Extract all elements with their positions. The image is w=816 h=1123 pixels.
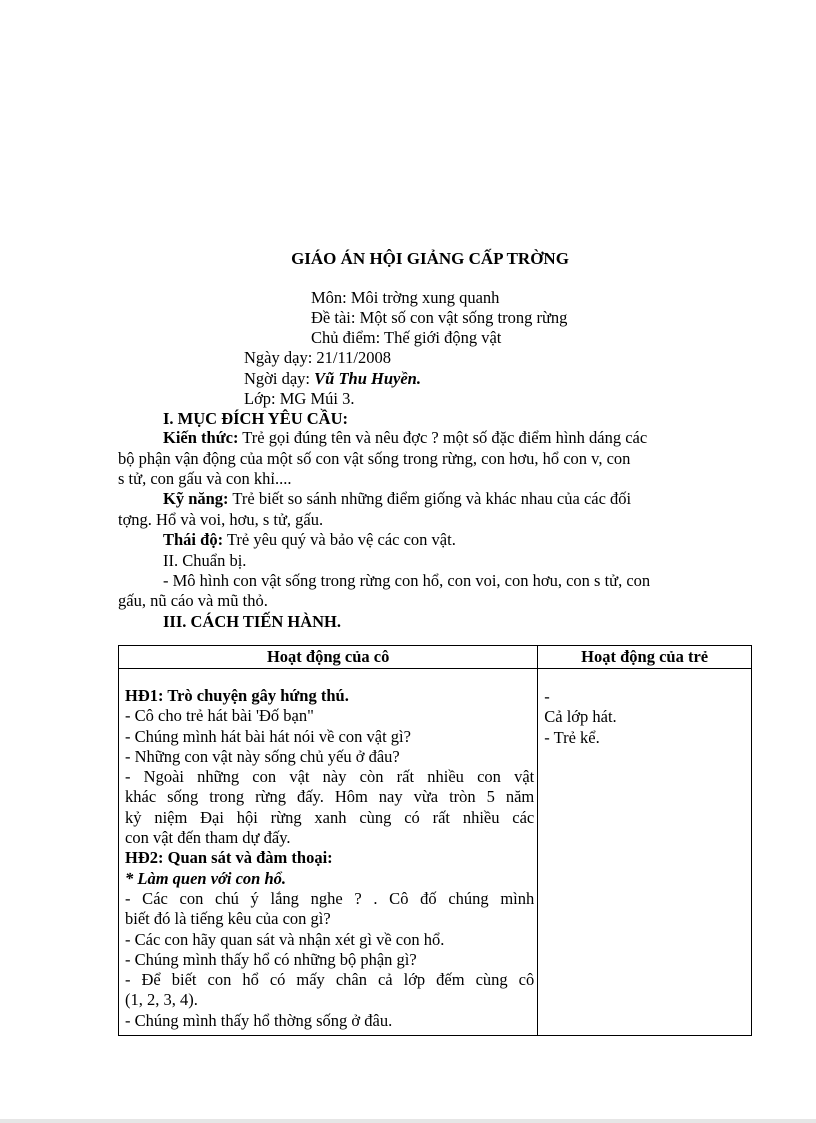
document-title: GIÁO ÁN HỘI GIẢNG CẤP TRỜNG xyxy=(291,249,569,268)
col-header-child: Hoạt động của trẻ xyxy=(538,646,752,669)
table-row xyxy=(119,669,752,1036)
teacher-activity-line: * Làm quen với con hổ. xyxy=(125,868,287,888)
attitude-label: Thái độ: xyxy=(163,530,224,549)
table-header-row xyxy=(119,646,752,669)
teacher-activity-line: - Các con hãy quan sát và nhận xét gì về con hổ. xyxy=(125,929,445,949)
subject-line: Môn: Môi trờng xung quanh xyxy=(311,288,500,307)
knowledge-line-3: s tử, con gấu và con khỉ.... xyxy=(118,469,292,488)
child-activity-line: - xyxy=(544,687,550,706)
knowledge-text-1: Trẻ gọi đúng tên và nêu đợc ? một số đặc điểm hình dáng các xyxy=(238,428,648,447)
activity-table xyxy=(118,645,752,1036)
teacher-activity-line: con vật đến tham dự đấy. xyxy=(125,828,291,848)
col-header-teacher: Hoạt động của cô xyxy=(119,646,538,669)
skill-text-1: Trẻ biết so sánh những điểm giống và khác nhau của các đối xyxy=(228,489,632,508)
knowledge-label: Kiến thức: xyxy=(163,428,239,447)
teacher-activity-line: (1, 2, 3, 4). xyxy=(125,990,198,1010)
teacher-activity-line: - Chúng mình thấy hổ thờng sống ở đâu. xyxy=(125,1010,393,1030)
teacher-activity-cell xyxy=(119,669,538,1036)
section3-heading: III. CÁCH TIẾN HÀNH. xyxy=(163,612,342,631)
teacher-activity-line: kỷ niệm Đại hội rừng xanh cùng có rất nhiều các xyxy=(125,807,535,827)
child-activity-cell xyxy=(538,669,752,1036)
topic-line: Đề tài: Một số con vật sống trong rừng xyxy=(311,308,568,327)
prep-line-1: - Mô hình con vật sống trong rừng con hổ, con voi, con hơu, con s tử, con xyxy=(163,571,651,590)
page-bottom-edge xyxy=(0,1119,816,1123)
knowledge-line-2: bộ phận vận động của một số con vật sống trong rừng, con hơu, hổ con v, con xyxy=(118,449,631,468)
teacher-activity-line: HĐ2: Quan sát và đàm thoại: xyxy=(125,848,333,868)
section1-heading: I. MỤC ĐÍCH YÊU CẦU: xyxy=(163,409,349,428)
skill-line-2: tợng. Hổ và voi, hơu, s tử, gấu. xyxy=(118,510,324,529)
class-line: Lớp: MG Múi 3. xyxy=(244,389,355,408)
teacher-activity-line: - Cô cho trẻ hát bài 'Đố bạn" xyxy=(125,706,314,726)
child-activity-line: - Trẻ kể. xyxy=(544,727,600,747)
prep-line-2: gấu, nũ cáo và mũ thỏ. xyxy=(118,591,268,610)
teacher-activity-line: HĐ1: Trò chuyện gây hứng thú. xyxy=(125,686,349,705)
date-line: Ngày dạy: 21/11/2008 xyxy=(244,348,391,367)
skill-line-1 xyxy=(163,489,631,509)
teacher-activity-line: - Để biết con hổ có mấy chân cả lớp đếm cùng cô xyxy=(125,970,535,990)
teacher-label: Ngời dạy: xyxy=(244,369,315,388)
teacher-name: Vũ Thu Huyền. xyxy=(314,369,421,388)
teacher-activity-line: - Chúng mình hát bài hát nói về con vật gì? xyxy=(125,726,411,746)
teacher-activity-line: biết đó là tiếng kêu của con gì? xyxy=(125,909,331,929)
teacher-activity-line: - Chúng mình thấy hổ có những bộ phận gì? xyxy=(125,949,417,969)
knowledge-line-1 xyxy=(163,428,647,448)
teacher-activity-line: - Những con vật này sống chủ yếu ở đâu? xyxy=(125,746,400,766)
theme-line: Chủ điểm: Thế giới động vật xyxy=(311,328,502,347)
attitude-line xyxy=(163,530,456,550)
teacher-activity-line: - Ngoài những con vật này còn rất nhiều con vật xyxy=(125,767,535,787)
section2-heading: II. Chuẩn bị. xyxy=(163,551,247,570)
teacher-activity-line: - Các con chú ý lắng nghe ? . Cô đố chúng mình xyxy=(125,888,535,908)
attitude-text: Trẻ yêu quý và bảo vệ các con vật. xyxy=(223,530,456,549)
teacher-activity-line: khác sống trong rừng đấy. Hôm nay vừa tròn 5 năm xyxy=(125,787,535,807)
teacher-activity-lines xyxy=(125,686,534,1031)
teacher-line xyxy=(244,369,421,389)
skill-label: Kỹ năng: xyxy=(163,489,229,508)
child-activity-lines xyxy=(544,687,748,748)
child-activity-line: Cả lớp hát. xyxy=(544,707,617,727)
